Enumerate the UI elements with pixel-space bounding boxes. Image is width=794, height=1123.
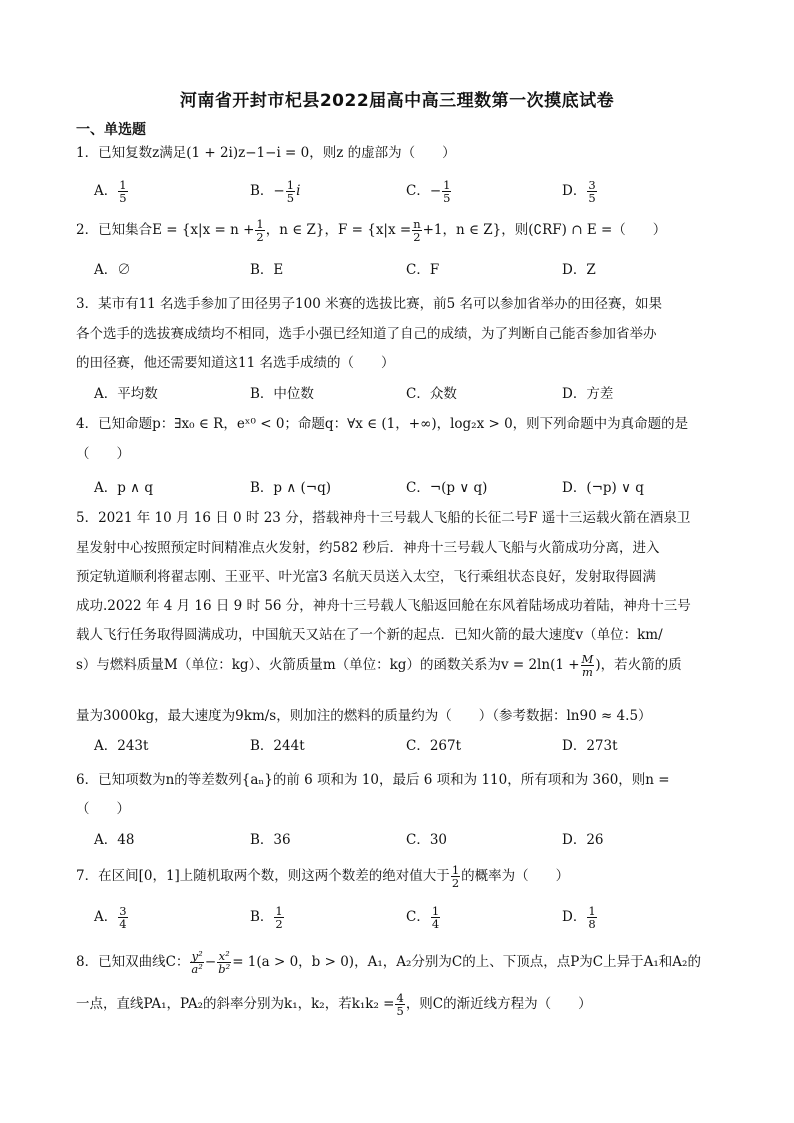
question-6-options [94,825,734,855]
question-3-options [94,379,734,409]
question-5-line-3: 预定轨道顺利将翟志刚、王亚平、叶光富3 名航天员送入太空，飞行乘组状态良好，发射取得圆满 [76,569,656,585]
question-3-line-1: 3．某市有11 名选手参加了田径男子100 米赛的选拔比赛，前5 名可以参加省举办的田径赛，如果 [76,296,662,312]
option-d[interactable]: D． $\frac{1}{8}$ [562,904,596,931]
option-a[interactable]: A．∅ [94,262,131,278]
question-6-line-2: （ ） [76,801,130,817]
option-b[interactable]: B．244t [250,738,305,754]
question-2-options [94,255,734,285]
option-b[interactable]: B．E [250,262,284,278]
question-3-line-2: 各个选手的选拔赛成绩均不相同，选手小强已经知道了自己的成绩，为了判断自己能否参加省举办 [76,326,657,342]
question-5-line-1: 5．2021 年 10 月 16 日 0 时 23 分，搭载神舟十三号载人飞船的长征二号F 遥十三运载火箭在酒泉卫 [76,510,691,526]
option-d[interactable]: D．26 [562,832,604,848]
question-3-line-3: 的田径赛，他还需要知道这11 名选手成绩的（ ） [76,355,395,371]
page-title: 河南省开封市杞县2022届高中高三理数第一次摸底试卷 [179,91,615,111]
question-5-line-5: 载人飞行任务取得圆满成功，中国航天又站在了一个新的起点．已知火箭的最大速度v（单位：km/ [76,627,663,643]
question-7-stem: 7．在区间[0，1]上随机取两个数，则这两个数差的绝对值大于 $\frac{1}{2}$ 的概率为（ ） [76,863,570,890]
option-b[interactable]: B．− $\frac{1}{5}$ i [250,178,301,205]
option-d[interactable]: D．273t [562,738,618,754]
question-5-line-7: 量为3000kg，最大速度为9km/s，则加注的燃料的质量约为（ ）（参考数据：ln90 ≈ 4.5） [76,708,652,724]
question-5-line-2: 星发射中心按照预定时间精准点火发射，约582 秒后．神舟十三号载人飞船与火箭成功分离，进入 [76,540,660,556]
option-a[interactable]: A．p ∧ q [94,480,153,496]
question-5-line-6: s）与燃料质量M（单位：kg）、火箭质量m（单位：kg）的函数关系为v = 2ln(1 + $\frac{M}{m}$ )，若火箭的质 [76,652,682,679]
option-a[interactable]: A．243t [94,738,149,754]
option-d[interactable]: D．(¬p) ∨ q [562,480,644,496]
question-2-stem: 2．已知集合E = {x|x = n + $\frac{1}{2}$ ，n ∈ Z}，F = {x|x = $\frac{n}{2}$ +1，n ∈ Z}，则(∁RF) ∩ E =（ ） [76,217,667,244]
option-b[interactable]: B．p ∧ (¬q) [250,480,332,496]
question-4-options [94,473,734,503]
option-d[interactable]: D．Z [562,262,596,278]
question-7-options [94,902,734,932]
option-d[interactable]: D．方差 [562,386,614,402]
option-c[interactable]: C．¬(p ∨ q) [406,480,488,496]
option-b[interactable]: B．36 [250,832,291,848]
option-a[interactable]: A．48 [94,832,135,848]
option-c[interactable]: C．− $\frac{1}{5}$ [406,178,451,205]
question-1-stem: 1．已知复数z满足(1 + 2i)z−1−i = 0，则z 的虚部为（ ） [76,145,456,161]
question-5-options [94,731,734,761]
option-c[interactable]: C． $\frac{1}{4}$ [406,904,440,931]
question-1-options [94,176,734,206]
section-heading: 一、单选题 [76,122,146,138]
question-6-line-1: 6．已知项数为n的等差数列{aₙ}的前 6 项和为 10，最后 6 项和为 110，所有项和为 360，则n = [76,772,670,788]
question-5-line-4: 成功.2022 年 4 月 16 日 9 时 56 分，神舟十三号载人飞船返回舱在东风着陆场成功着陆，神舟十三号 [76,598,691,614]
option-b[interactable]: B． $\frac{1}{2}$ [250,904,283,931]
option-d[interactable]: D． $\frac{3}{5}$ [562,178,596,205]
option-a[interactable]: A． $\frac{3}{4}$ [94,904,127,931]
option-c[interactable]: C．众数 [406,386,457,402]
question-4-line-1: 4．已知命题p：∃x₀ ∈ R，eˣ⁰ < 0；命题q：∀x ∈ (1，+∞)，log₂x > 0，则下列命题中为真命题的是 [76,416,689,432]
option-c[interactable]: C．30 [406,832,448,848]
question-4-line-2: （ ） [76,446,130,462]
option-a[interactable]: A． $\frac{1}{5}$ [94,178,127,205]
question-8-line-2: 一点，直线PA₁，PA₂的斜率分别为k₁，k₂，若k₁k₂ = $\frac{4}{5}$ ，则C的渐近线方程为（ ） [76,991,592,1018]
option-c[interactable]: C．267t [406,738,462,754]
option-a[interactable]: A．平均数 [94,386,158,402]
option-c[interactable]: C．F [406,262,440,278]
option-b[interactable]: B．中位数 [250,386,314,402]
question-8-line-1: 8．已知双曲线C： $\frac{\text{y²}}{\text{a²}}$ − $\frac{\text{x²}}{\text{b²}}$ = 1(a > 0，b > 0)，A₁，A₂分别为C的上、下顶点，点P为C上异于A₁和A₂的 [76,949,701,976]
